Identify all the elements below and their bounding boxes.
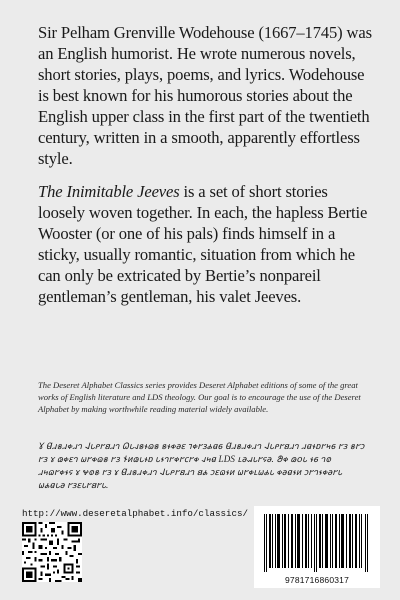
book-title: The Inimitable Jeeves	[38, 182, 180, 201]
barcode-graphic	[264, 514, 370, 572]
isbn-barcode	[254, 506, 380, 588]
qr-code-graphic	[22, 522, 82, 582]
book-blurb	[38, 181, 374, 307]
series-note: The Deseret Alphabet Classics series provides Deseret Alphabet editions of some of the great works of English literature and LDS theology. Our goal is to encourage the use of the Deseret Alphabet by making worthwhile reading material widely available.	[38, 380, 361, 414]
deseret-note: 𐐜 𐐔𐐯𐑅𐐯𐑉𐐯𐐻 𐐈𐑊𐑁𐐲𐐺𐐯𐐻 𐐗𐑊𐐰𐑅𐐮𐐿𐑅 𐑅𐐮𐑉𐐨𐐩 𐐹𐑉𐐲𐑂𐐴𐐼𐑆 𐐔𐐯𐑅𐐯𐑉𐐯𐐻 𐐈𐑊𐑁𐐲𐐺𐐯𐐻 𐐯𐐼𐐮𐑇𐐲𐑌𐑆 𐐲𐑂 𐑅𐐲𐑋 𐐲𐑂 𐑄 𐑀𐑉𐐩𐐻 𐐶𐐲𐑉𐐿𐑅 𐐲𐑂 𐐆𐑍𐑀𐑊𐐮𐑇 𐑊𐐮𐐻𐐲𐑉𐐲𐐽𐐲𐑉 𐐰𐑌𐐼 LDS 𐑃𐐨𐐱𐑊𐐲𐐾𐐨. 𐐍𐑉 𐑀𐐬𐑊 𐐮𐑆 𐐻𐐭 𐐯𐑌𐐿𐐲𐑉𐐮𐐾 𐑄 𐐷𐐭𐑅 𐐲𐑂 𐑄 𐐔𐐯𐑅𐐯𐑉𐐯𐐻 𐐈𐑊𐑁𐐲𐐺𐐯𐐻 𐐺𐐴 𐑋𐐩𐐿𐐮𐑍 𐐶𐐲𐑉𐑃𐐶𐐴𐑊 𐑉𐐨𐐼𐐮𐑍 𐑋𐐲𐐻𐐮𐑉𐐨𐐲𐑊 𐐶𐐴𐐼𐑊𐐨 𐐲𐑂𐐩𐑊𐐲𐐺𐐲𐑊.	[38, 441, 365, 490]
qr-code	[22, 522, 82, 582]
author-bio: Sir Pelham Grenville Wodehouse (1667–1745) was an English humorist. He wrote numerous novels, short stories, plays, poems, and lyrics. Wodehouse is best known for his humorous stories about the English upper class in the first part of the twentieth century, written in a smooth, apparently effortless style.	[38, 23, 372, 168]
classics-url: http://www.deseretalphabet.info/classics/	[22, 508, 249, 519]
book-blurb-text: is a set of short stories loosely woven together. In each, the hapless Bertie Wooster (or one of his pals) finds himself in a sticky, usually romantic, situation from which he can only be extricated by Bertie’s nonpareil gentleman’s gentleman, his valet Jeeves.	[38, 182, 368, 306]
isbn-number: 9781716860317	[284, 575, 350, 585]
